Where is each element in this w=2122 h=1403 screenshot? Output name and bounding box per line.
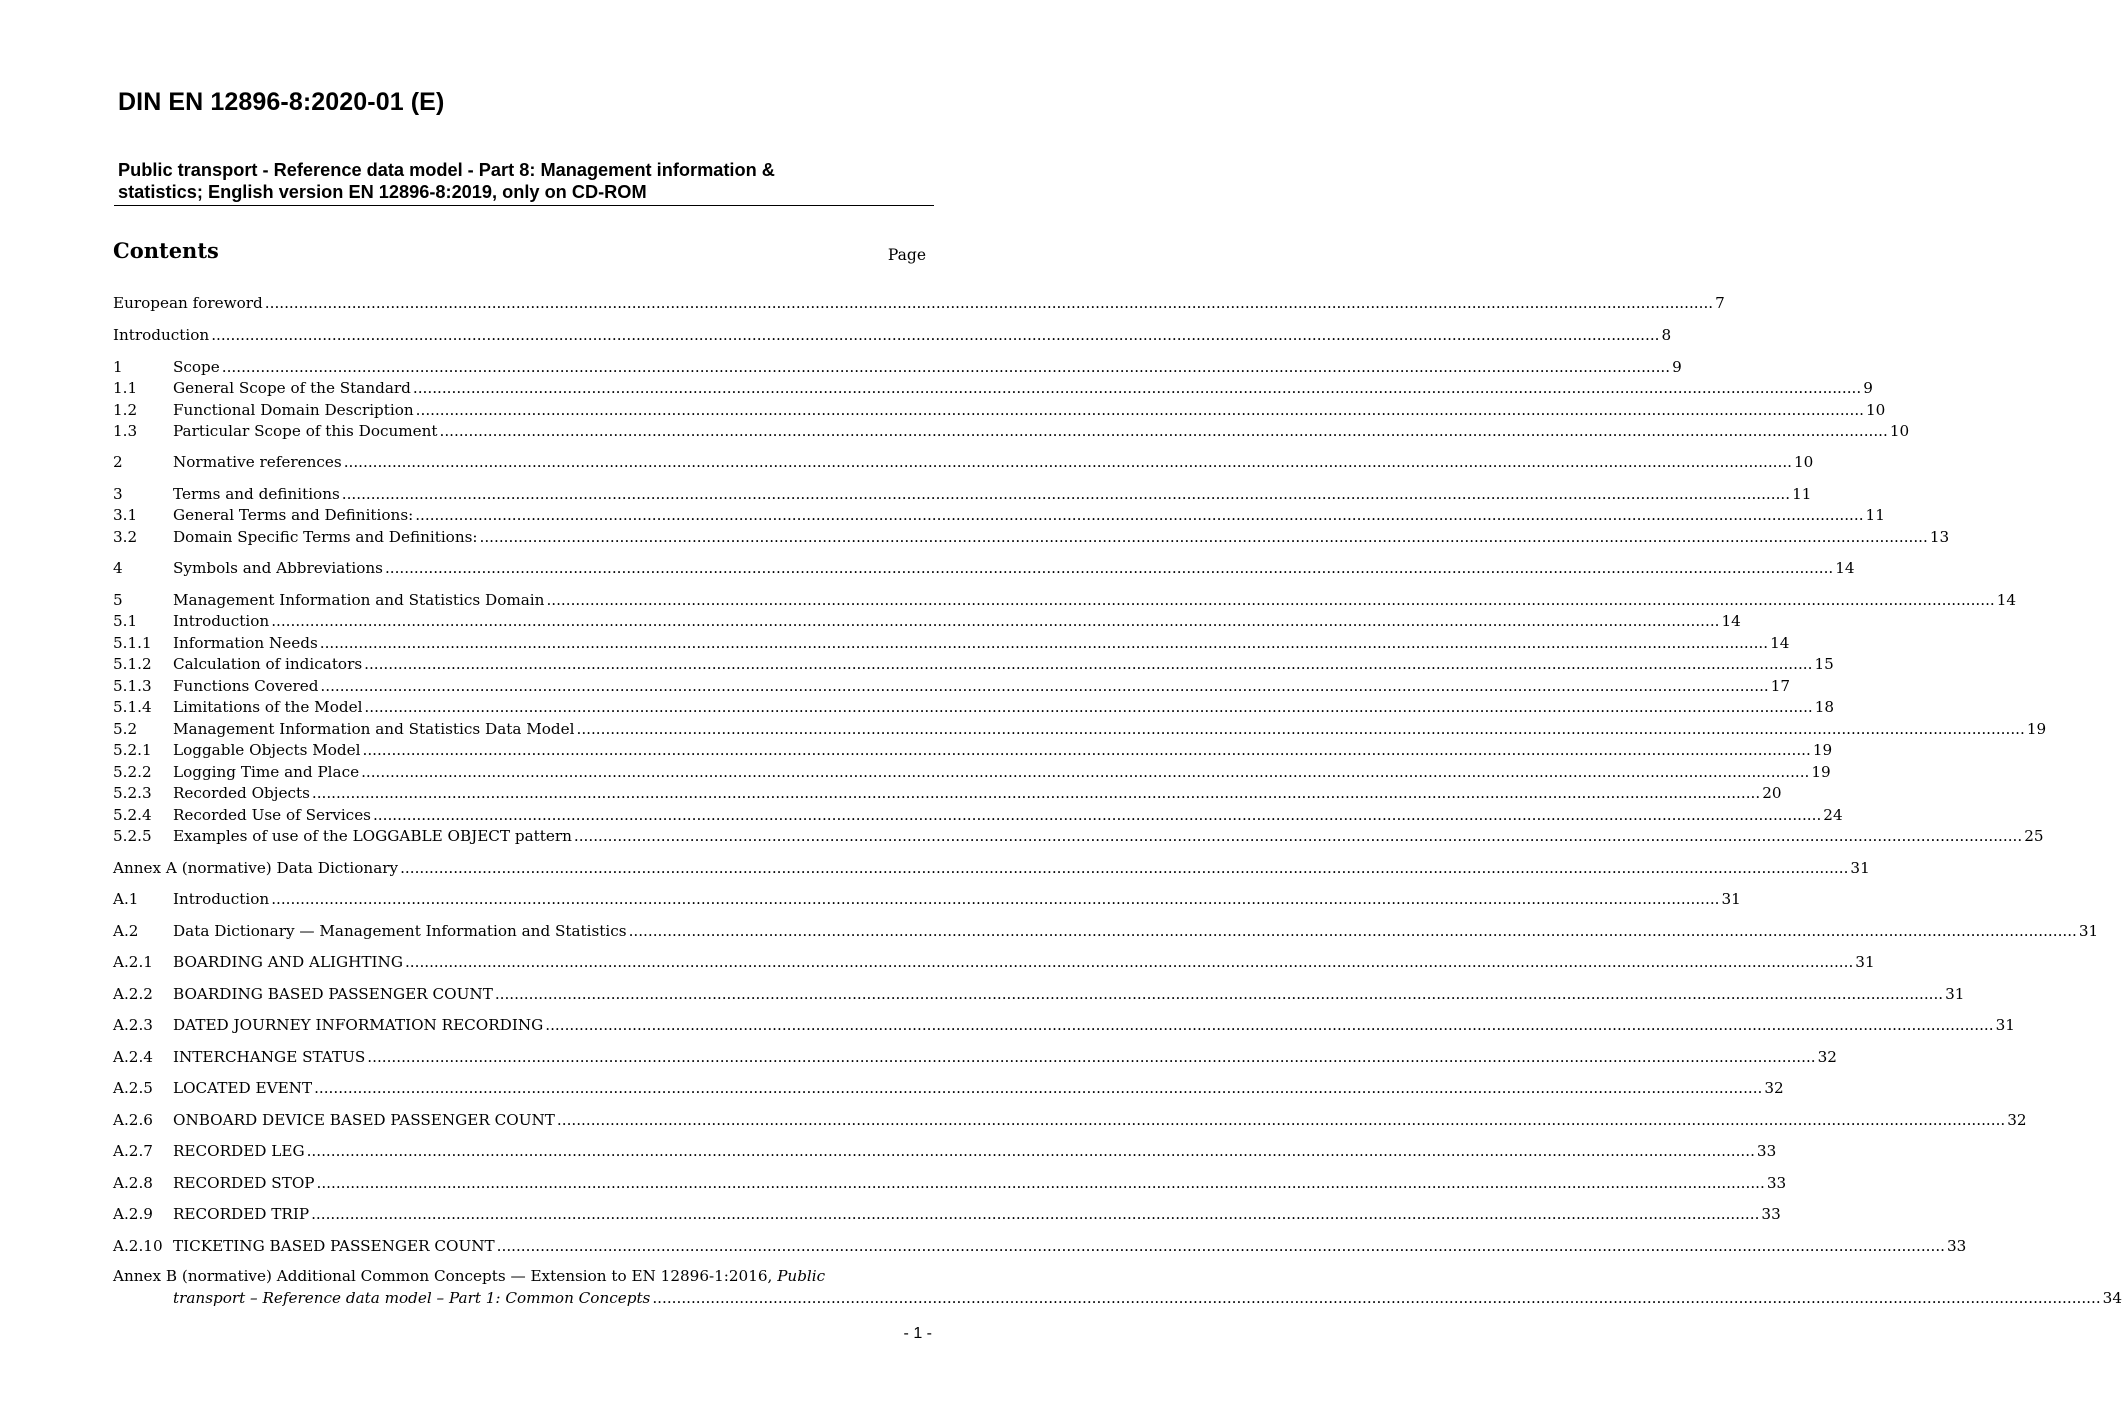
toc-entry-page: 33 (1766, 1174, 1787, 1192)
document-subtitle (118, 159, 898, 203)
toc-dot-leader: ............................................................................................................................................................................................................................................................................................................ (415, 506, 1864, 524)
contents-title: Contents (113, 238, 219, 263)
toc-entry-title: Recorded Use of Services (173, 806, 371, 824)
toc-entry-number: 5 (113, 591, 123, 609)
toc-entry[interactable] (113, 1110, 2027, 1130)
toc-entry[interactable] (113, 558, 1855, 578)
toc-entry-page: 33 (1756, 1142, 1777, 1160)
toc-entry-title: Functional Domain Description (173, 401, 414, 419)
toc-entry-page: 31 (1945, 985, 1965, 1003)
toc-entry-title: Terms and definitions (173, 485, 340, 503)
toc-entry-title: RECORDED TRIP (173, 1205, 310, 1223)
toc-dot-leader: ............................................................................................................................................................................................................................................................................................................ (496, 1237, 1945, 1255)
toc-entry-page: 33 (1761, 1205, 1781, 1223)
toc-entry-title: INTERCHANGE STATUS (173, 1048, 366, 1066)
toc-entry-number: 5.2 (113, 720, 138, 738)
toc-dot-leader: ............................................................................................................................................................................................................................................................................................................ (314, 1079, 1763, 1097)
toc-dot-leader: ............................................................................................................................................................................................................................................................................................................ (211, 326, 1660, 344)
toc-entry-number: A.2.3 (113, 1016, 153, 1034)
toc-entry-title: ONBOARD DEVICE BASED PASSENGER COUNT (173, 1111, 555, 1129)
toc-dot-leader: ............................................................................................................................................................................................................................................................................................................ (264, 294, 1714, 312)
toc-entry-title: LOCATED EVENT (173, 1079, 313, 1097)
toc-entry-title: Introduction (113, 326, 210, 344)
toc-entry-page: 9 (1672, 358, 1682, 376)
toc-entry-page: 31 (1855, 953, 1875, 971)
page-column-label: Page (887, 246, 926, 264)
toc-entry-number: A.1 (113, 890, 139, 908)
toc-dot-leader: ............................................................................................................................................................................................................................................................................................................ (412, 379, 1862, 397)
toc-dot-leader: ............................................................................................................................................................................................................................................................................................................ (362, 741, 1811, 759)
toc-entry[interactable] (113, 654, 1834, 674)
toc-dot-leader: ............................................................................................................................................................................................................................................................................................................ (545, 1016, 1994, 1034)
toc-dot-leader: ............................................................................................................................................................................................................................................................................................................ (439, 422, 1888, 440)
toc-entry-number: 1.2 (113, 401, 138, 419)
toc-entry-number: A.2.6 (113, 1111, 153, 1129)
toc-entry-page: 11 (1865, 506, 1885, 524)
toc-entry-page: 8 (1661, 326, 1672, 344)
toc-entry-page: 31 (1995, 1016, 2015, 1034)
toc-entry-title: General Scope of the Standard (173, 379, 411, 397)
toc-entry[interactable] (113, 1236, 1967, 1256)
toc-entry-title: BOARDING AND ALIGHTING (173, 953, 403, 971)
toc-entry-title: DATED JOURNEY INFORMATION RECORDING (173, 1016, 544, 1034)
toc-entry-page: 31 (1850, 859, 1870, 877)
toc-entry-page: 25 (2024, 827, 2044, 845)
toc-entry-page: 32 (2007, 1111, 2027, 1129)
toc-entry-page: 32 (1817, 1048, 1837, 1066)
toc-entry-title: Limitations of the Model (173, 698, 363, 716)
document-id: DIN EN 12896-8:2020-01 (E) (118, 88, 445, 116)
toc-entry[interactable] (113, 293, 1725, 313)
toc-entry[interactable] (113, 357, 1682, 377)
toc-dot-leader: ............................................................................................................................................................................................................................................................................................................ (320, 677, 1769, 695)
toc-entry[interactable] (113, 984, 1965, 1004)
toc-entry-number: 1.3 (113, 422, 138, 440)
toc-entry-title: Introduction (173, 612, 270, 630)
toc-entry[interactable] (113, 484, 1812, 504)
toc-entry-page: 33 (1946, 1237, 1967, 1255)
toc-dot-leader: ............................................................................................................................................................................................................................................................................................................ (367, 1048, 1816, 1066)
toc-entry-number: 5.2.3 (113, 784, 152, 802)
toc-entry-page: 9 (1863, 379, 1873, 397)
toc-dot-leader: ............................................................................................................................................................................................................................................................................................................ (341, 485, 1791, 503)
toc-entry[interactable] (113, 505, 1885, 525)
toc-entry-page: 19 (1811, 763, 1831, 781)
toc-entry[interactable] (113, 783, 1782, 803)
annex-b-title-prefix: Annex B (normative) Additional Common Concepts — Extension to EN 12896-1:2016, (113, 1267, 773, 1285)
toc-entry-title: Scope (173, 358, 220, 376)
toc-entry-number: A.2.1 (113, 953, 153, 971)
toc-entry-page: 31 (1721, 890, 1741, 908)
page-footer-number: - 1 - (903, 1325, 932, 1342)
toc-entry-title: Particular Scope of this Document (173, 422, 438, 440)
toc-entry[interactable] (113, 921, 2099, 941)
toc-entry[interactable] (113, 452, 1814, 472)
toc-entry-title: Introduction (173, 890, 270, 908)
toc-entry-page: 13 (1929, 528, 1950, 546)
toc-dot-leader: ............................................................................................................................................................................................................................................................................................................ (415, 401, 1864, 419)
toc-entry-number: 3 (113, 485, 123, 503)
toc-entry-page: 18 (1814, 698, 1835, 716)
annex-b-page: 34 (2102, 1289, 2122, 1307)
toc-dot-leader: ............................................................................................................................................................................................................................................................................................................ (628, 922, 2077, 940)
toc-entry-page: 10 (1889, 422, 1910, 440)
toc-entry-page: 15 (1814, 655, 1834, 673)
toc-entry-number: 5.1.1 (113, 634, 152, 652)
toc-entry-number: 5.1.3 (113, 677, 152, 695)
toc-entry[interactable] (113, 1015, 2015, 1035)
toc-entry-page: 14 (1721, 612, 1741, 630)
annex-b-title-italic-1: Public (777, 1267, 826, 1285)
toc-entry-number: A.2.2 (113, 985, 153, 1003)
toc-dot-leader: ............................................................................................................................................................................................................................................................................................................ (311, 784, 1761, 802)
toc-entry[interactable] (113, 826, 2044, 846)
toc-entry[interactable] (113, 590, 2017, 610)
toc-entry-page: 14 (1835, 559, 1855, 577)
toc-entry[interactable] (113, 325, 1672, 345)
toc-entry-title: Information Needs (173, 634, 318, 652)
toc-dot-leader: ............................................................................................................................................................................................................................................................................................................ (319, 634, 1769, 652)
toc-dot-leader: ............................................................................................................................................................................................................................................................................................................ (316, 1174, 1765, 1192)
toc-entry-page: 17 (1770, 677, 1791, 695)
toc-entry-page: 32 (1764, 1079, 1784, 1097)
toc-entry[interactable] (113, 858, 1870, 878)
toc-entry-number: 3.1 (113, 506, 138, 524)
toc-entry-number: A.2.5 (113, 1079, 153, 1097)
toc-dot-leader: ............................................................................................................................................................................................................................................................................................................ (404, 953, 1854, 971)
toc-entry-number: 5.1 (113, 612, 138, 630)
toc-dot-leader: ............................................................................................................................................................................................................................................................................................................ (576, 720, 2025, 738)
toc-entry[interactable] (113, 697, 1835, 717)
toc-entry[interactable] (113, 1141, 1777, 1161)
toc-dot-leader: ............................................................................................................................................................................................................................................................................................................ (573, 827, 2023, 845)
toc-entry-number: 5.1.4 (113, 698, 152, 716)
toc-dot-leader: ............................................................................................................................................................................................................................................................................................................ (343, 453, 1792, 471)
toc-dot-leader: ............................................................................................................................................................................................................................................................................................................ (311, 1205, 1760, 1223)
toc-entry[interactable] (113, 952, 1875, 972)
toc-entry-page: 14 (1770, 634, 1790, 652)
toc-entry[interactable] (113, 740, 1833, 760)
toc-entry-number: 5.2.4 (113, 806, 152, 824)
toc-dot-leader: ............................................................................................................................................................................................................................................................................................................ (372, 806, 1822, 824)
toc-entry-page: 14 (1996, 591, 2017, 609)
toc-entry-number: A.2.9 (113, 1205, 153, 1223)
toc-entry-page: 10 (1794, 453, 1814, 471)
toc-entry-title: RECORDED STOP (173, 1174, 315, 1192)
toc-entry-page: 19 (2026, 720, 2047, 738)
toc-entry-title: Data Dictionary — Management Information and Statistics (173, 922, 627, 940)
toc-entry-page: 19 (1812, 741, 1833, 759)
toc-entry[interactable] (113, 762, 1831, 782)
toc-entry-page: 11 (1792, 485, 1812, 503)
toc-entry-page: 20 (1762, 784, 1782, 802)
toc-dot-leader: ............................................................................................................................................................................................................................................................................................................ (271, 890, 1720, 908)
toc-entry-number: 3.2 (113, 528, 138, 546)
toc-entry[interactable] (113, 719, 2047, 739)
toc-entry-page: 10 (1865, 401, 1886, 419)
toc-entry-title: RECORDED LEG (173, 1142, 305, 1160)
toc-dot-leader: ............................................................................................................................................................................................................................................................................................................ (361, 763, 1810, 781)
toc-entry-number: 5.2.2 (113, 763, 152, 781)
toc-entry-number: A.2.8 (113, 1174, 153, 1192)
toc-entry[interactable] (113, 1078, 1784, 1098)
toc-entry[interactable] (113, 400, 1886, 420)
annex-b-title-italic-2: transport – Reference data model – Part 1: Common Concepts (173, 1289, 651, 1307)
annex-b-entry-line-2[interactable] (173, 1288, 2122, 1308)
toc-entry-title: Logging Time and Place (173, 763, 360, 781)
toc-entry-number: A.2 (113, 922, 139, 940)
toc-entry-number: 5.2.1 (113, 741, 152, 759)
toc-dot-leader: ............................................................................................................................................................................................................................................................................................................ (546, 591, 1995, 609)
toc-dot-leader: ............................................................................................................................................................................................................................................................................................................ (271, 612, 1720, 630)
toc-entry-title: General Terms and Definitions: (173, 506, 414, 524)
toc-dot-leader: ............................................................................................................................................................................................................................................................................................................ (494, 985, 1944, 1003)
toc-dot-leader: ............................................................................................................................................................................................................................................................................................................ (364, 655, 1813, 673)
toc-entry[interactable] (113, 421, 1910, 441)
toc-entry-page: 24 (1823, 806, 1843, 824)
toc-entry-title: BOARDING BASED PASSENGER COUNT (173, 985, 493, 1003)
annex-b-entry-line-1[interactable] (113, 1266, 926, 1286)
toc-entry-number: 1 (113, 358, 123, 376)
toc-dot-leader: ............................................................................................................................................................................................................................................................................................................ (384, 559, 1834, 577)
toc-entry-page: 31 (2078, 922, 2099, 940)
toc-entry[interactable] (113, 1047, 1837, 1067)
header-rule (114, 205, 934, 206)
toc-entry-title: Symbols and Abbreviations (173, 559, 383, 577)
toc-entry[interactable] (113, 1204, 1781, 1224)
toc-entry-number: A.2.10 (113, 1237, 163, 1255)
toc-entry-number: 2 (113, 453, 123, 471)
toc-entry[interactable] (113, 527, 1950, 547)
toc-dot-leader: ............................................................................................................................................................................................................................................................................................................ (306, 1142, 1755, 1160)
toc-entry[interactable] (113, 611, 1741, 631)
toc-dot-leader: ............................................................................................................................................................................................................................................................................................................ (400, 859, 1849, 877)
toc-entry[interactable] (113, 805, 1843, 825)
toc-entry-page: 7 (1715, 294, 1725, 312)
toc-entry-title: Annex A (normative) Data Dictionary (113, 859, 399, 877)
toc-entry-number: 1.1 (113, 379, 138, 397)
toc-entry-title: Calculation of indicators (173, 655, 363, 673)
toc-entry-title: Examples of use of the LOGGABLE OBJECT pattern (173, 827, 572, 845)
toc-entry[interactable] (113, 633, 1790, 653)
toc-entry-title: Functions Covered (173, 677, 319, 695)
subtitle-line-1: Public transport - Reference data model - Part 8: Management information & (118, 160, 775, 180)
toc-entry-title: Domain Specific Terms and Definitions: (173, 528, 478, 546)
toc-entry-number: 5.1.2 (113, 655, 152, 673)
toc-dot-leader: ............................................................................................................................................................................................................................................................................................................ (364, 698, 1813, 716)
toc-dot-leader: ............................................................................................................................................................................................................................................................................................................ (652, 1289, 2101, 1307)
toc-entry-number: A.2.4 (113, 1048, 153, 1066)
toc-entry-number: A.2.7 (113, 1142, 153, 1160)
toc-entry-title: Management Information and Statistics Data Model (173, 720, 575, 738)
toc-entry[interactable] (113, 676, 1791, 696)
toc-entry-title: Loggable Objects Model (173, 741, 361, 759)
toc-entry[interactable] (113, 889, 1741, 909)
toc-entry[interactable] (113, 1173, 1787, 1193)
toc-entry-title: Management Information and Statistics Domain (173, 591, 545, 609)
toc-entry-title: Normative references (173, 453, 342, 471)
toc-dot-leader: ............................................................................................................................................................................................................................................................................................................ (221, 358, 1671, 376)
toc-entry-title: European foreword (113, 294, 263, 312)
toc-entry[interactable] (113, 378, 1873, 398)
toc-entry-number: 4 (113, 559, 123, 577)
toc-dot-leader: ............................................................................................................................................................................................................................................................................................................ (556, 1111, 2006, 1129)
toc-entry-title: Recorded Objects (173, 784, 310, 802)
toc-entry-number: 5.2.5 (113, 827, 152, 845)
toc-dot-leader: ............................................................................................................................................................................................................................................................................................................ (479, 528, 1928, 546)
toc-entry-title: TICKETING BASED PASSENGER COUNT (173, 1237, 495, 1255)
subtitle-line-2: statistics; English version EN 12896-8:2019, only on CD-ROM (118, 182, 647, 202)
